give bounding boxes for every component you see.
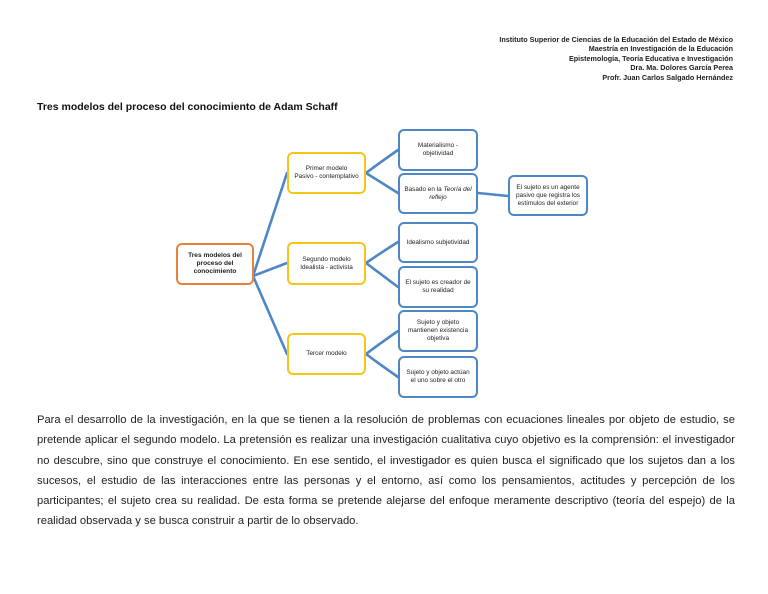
body-paragraph: Para el desarrollo de la investigación, en la que se tienen a la resolución de problemas con ecuaciones lineales por objeto de estudio, se pretende aplicar el segundo modelo. La pretensión es realizar una investigación cualitativa cuyo objetivo es la comprensión: el investigador no descubre, sino que construye el conocimiento. En ese sentido, el investigador es quien busca el significado que los sujetos dan a los sucesos, el estudio de las interacciones entre las personas y el entorno, así como los pensamientos, actitudes y percepción de los participantes; el sujeto crea su realidad. De esta forma se pretende alejarse del enfoque meramente descriptivo (teoría del espejo) de la realidad observada y se busca construir a partir de lo observado. — [37, 414, 735, 528]
idealismo-node — [398, 222, 478, 263]
model-2-subtitle: Idealista - activista — [300, 263, 353, 271]
connector-reflejo-agente — [478, 193, 508, 196]
existencia-objetiva-label: Sujeto y objeto mantienen existencia objetiva — [407, 319, 469, 342]
connector-model2-creador — [366, 263, 398, 287]
header-institution: Instituto Superior de Ciencias de la Educación del Estado de México — [499, 35, 733, 44]
root-node-label: Tres modelos del proceso del conocimiento — [188, 252, 242, 275]
connector-model1-reflejo — [366, 173, 398, 193]
connector-root-model2 — [253, 263, 287, 276]
model-2-node — [287, 242, 366, 285]
model-1-title: Primer modelo — [305, 165, 348, 172]
connector-model2-idealismo — [366, 242, 398, 263]
header-author: Profr. Juan Carlos Salgado Hernández — [602, 72, 733, 82]
connector-model1-materialismo — [366, 150, 398, 173]
creador-node — [398, 266, 478, 308]
reflejo-text: Basado en la — [404, 185, 444, 193]
materialismo-label: Materialismo - objetividad — [417, 142, 459, 157]
connector-model3-mantiene — [366, 331, 398, 354]
interaccion-label: Sujeto y objeto actúan el uno sobre el otro — [406, 369, 470, 384]
header-teacher: Dra. Ma. Dolores García Perea — [630, 63, 733, 73]
model-1-subtitle: Pasivo - contemplativo — [294, 173, 359, 180]
agente-pasivo-node — [508, 175, 588, 216]
materialismo-node — [398, 129, 478, 171]
reflejo-emphasis: Teoría del reflejo — [429, 185, 472, 201]
creador-label: El sujeto es creador de su realidad — [405, 279, 471, 294]
connector-root-model1 — [253, 173, 287, 276]
document-title: Tres modelos del proceso del conocimiento de Adam Schaff — [37, 101, 338, 113]
root-node — [176, 243, 254, 285]
connector-model3-actuan — [366, 354, 398, 377]
agente-pasivo-label: El sujeto es un agente pasivo que registra los estímulos del exterior — [516, 183, 580, 207]
reflejo-label — [404, 186, 472, 202]
connector-root-model3 — [253, 276, 287, 354]
model-1-node — [287, 152, 366, 194]
model-3-node — [287, 333, 366, 375]
interaccion-node — [398, 356, 478, 398]
model-3-title: Tercer modelo — [306, 350, 347, 357]
model-2-title: Segundo modelo — [302, 255, 351, 263]
header-course: Epistemología, Teoría Educativa e Investigación — [568, 53, 733, 63]
header-program: Maestría en Investigación de la Educación — [588, 44, 733, 54]
idealismo-label: Idealismo subjetividad — [406, 238, 470, 246]
existencia-objetiva-node — [398, 310, 478, 352]
reflejo-node — [398, 173, 478, 214]
